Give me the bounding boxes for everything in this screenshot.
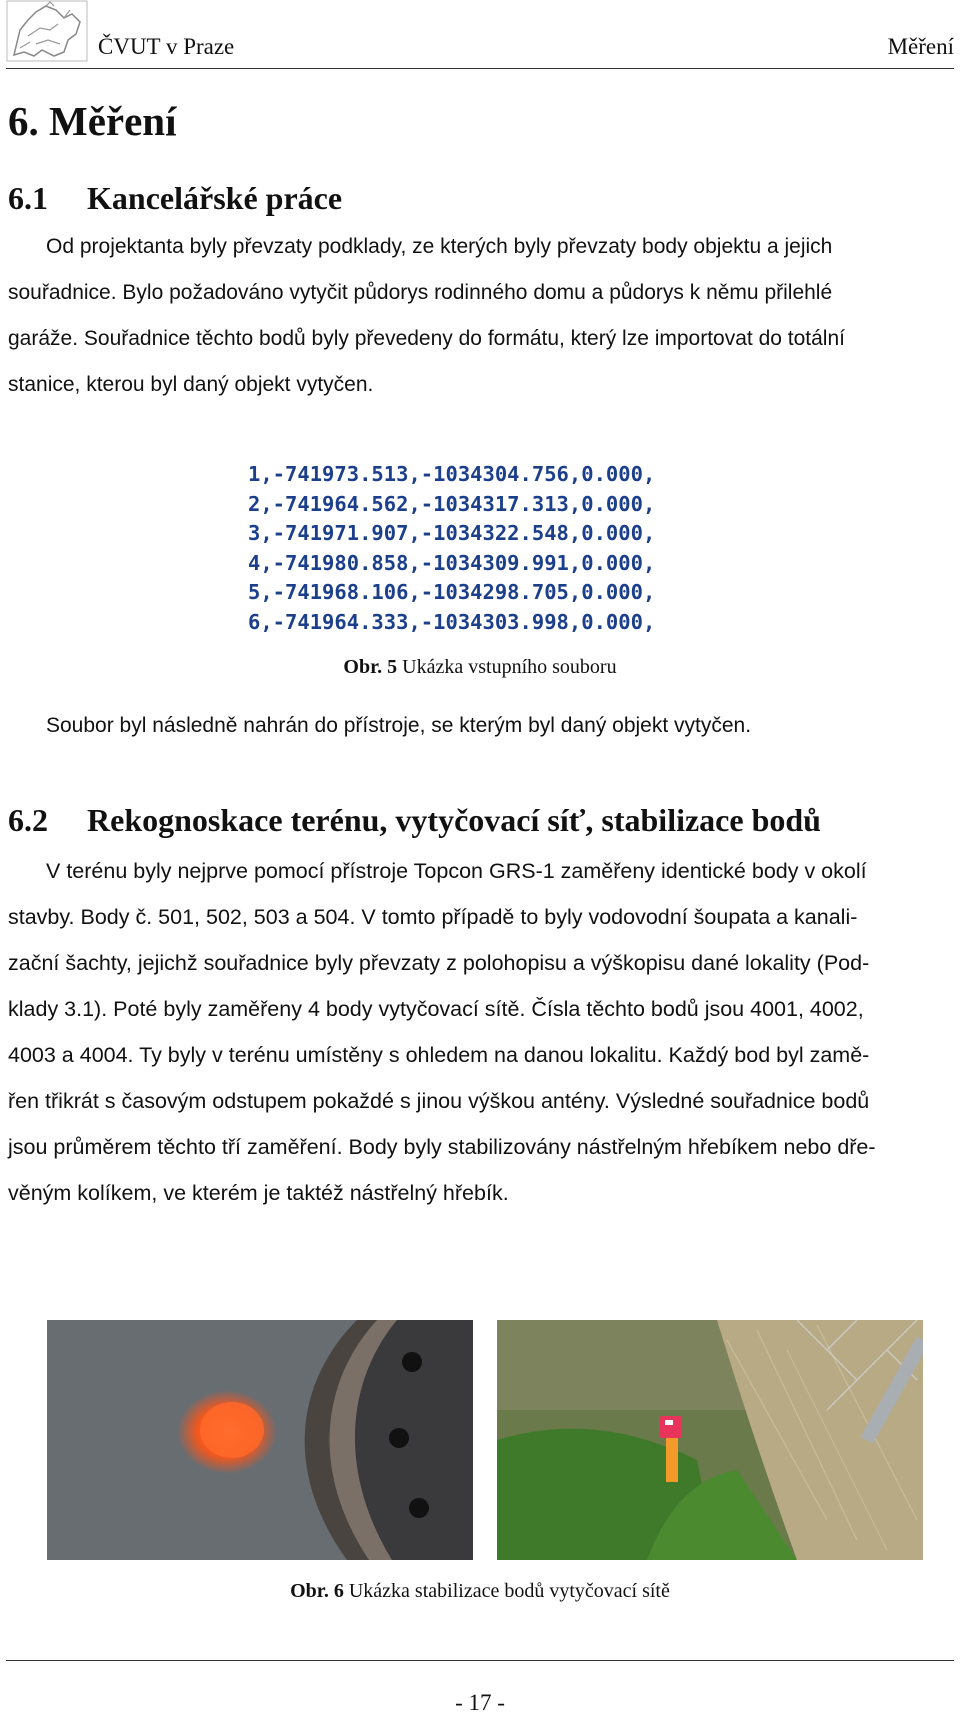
section-1-paragraph — [8, 224, 956, 408]
after-figure-paragraph — [8, 703, 956, 749]
text-line: 4003 a 4004. Ty byly v terénu umístěny s ohledem na danou lokalitu. Každý bod byl zamě- — [8, 1043, 870, 1067]
text-line: Soubor byl následně nahrán do přístroje, se kterým byl daný objekt vytyčen. — [46, 714, 752, 737]
section-heading-6-1 — [8, 180, 342, 217]
figure-6-caption — [0, 1580, 960, 1603]
university-logo-icon — [6, 0, 88, 62]
code-line: 3,-741971.907,-1034322.548,0.000, — [248, 521, 656, 545]
text-line: věným kolíkem, ve kterém je taktéž nástřelný hřebík. — [8, 1181, 509, 1205]
text-line: klady 3.1). Poté byly zaměřeny 4 body vytyčovací sítě. Čísla těchto bodů jsou 4001, 4002, — [8, 997, 864, 1021]
text-line: garáže. Souřadnice těchto bodů byly převedeny do formátu, který lze importovat do totální — [8, 327, 845, 350]
section-heading-6-2 — [8, 802, 821, 839]
code-line: 1,-741973.513,-1034304.756,0.000, — [248, 462, 656, 486]
code-listing — [248, 460, 655, 637]
page-header — [6, 0, 954, 69]
photo-wooden-stake — [497, 1320, 923, 1560]
header-institution: ČVUT v Praze — [98, 34, 235, 59]
text-line: souřadnice. Bylo požadováno vytyčit půdorys rodinného domu a půdorys k němu přilehlé — [8, 281, 833, 304]
text-line: řen třikrát s časovým odstupem pokaždé s jinou výškou antény. Výsledné souřadnice bodů — [8, 1089, 870, 1113]
code-line: 6,-741964.333,-1034303.998,0.000, — [248, 609, 656, 634]
photo-manhole-marking — [47, 1320, 473, 1560]
figure-text: Ukázka vstupního souboru — [402, 656, 617, 678]
text-line: stanice, kterou byl daný objekt vytyčen. — [8, 373, 374, 396]
figure-5-caption — [0, 656, 960, 679]
section-title: Kancelářské práce — [87, 180, 343, 216]
section-number: 6.1 — [8, 180, 48, 216]
text-line: V terénu byly nejprve pomocí přístroje Topcon GRS-1 zaměřeny identické body v okolí — [46, 859, 867, 883]
section-number: 6.2 — [8, 802, 48, 838]
page-number: - 17 - — [455, 1690, 505, 1715]
figure-label: Obr. 6 — [290, 1580, 344, 1602]
text-line: Od projektanta byly převzaty podklady, ze kterých byly převzaty body objektu a jejich — [46, 235, 833, 258]
chapter-title: 6. Měření — [8, 98, 177, 144]
header-chapter: Měření — [887, 34, 954, 59]
text-line: jsou průměrem těchto tří zaměření. Body byly stabilizovány nástřelným hřebíkem nebo dře- — [8, 1135, 876, 1159]
text-line: zační šachty, jejichž souřadnice byly převzaty z polohopisu a výškopisu dané lokality (Pod- — [8, 951, 870, 975]
figure-text: Ukázka stabilizace bodů vytyčovací sítě — [348, 1580, 670, 1602]
section-title: Rekognoskace terénu, vytyčovací síť, stabilizace bodů — [87, 802, 821, 838]
code-line: 2,-741964.562,-1034317.313,0.000, — [248, 491, 656, 516]
footer-divider — [6, 1660, 954, 1661]
figure-label: Obr. 5 — [343, 656, 398, 678]
text-line: stavby. Body č. 501, 502, 503 a 504. V tomto případě to byly vodovodní šoupata a kanali- — [8, 905, 858, 929]
code-line: 4,-741980.858,-1034309.991,0.000, — [248, 550, 656, 575]
section-2-paragraph — [8, 848, 956, 1216]
code-line: 5,-741968.106,-1034298.705,0.000, — [248, 580, 656, 604]
